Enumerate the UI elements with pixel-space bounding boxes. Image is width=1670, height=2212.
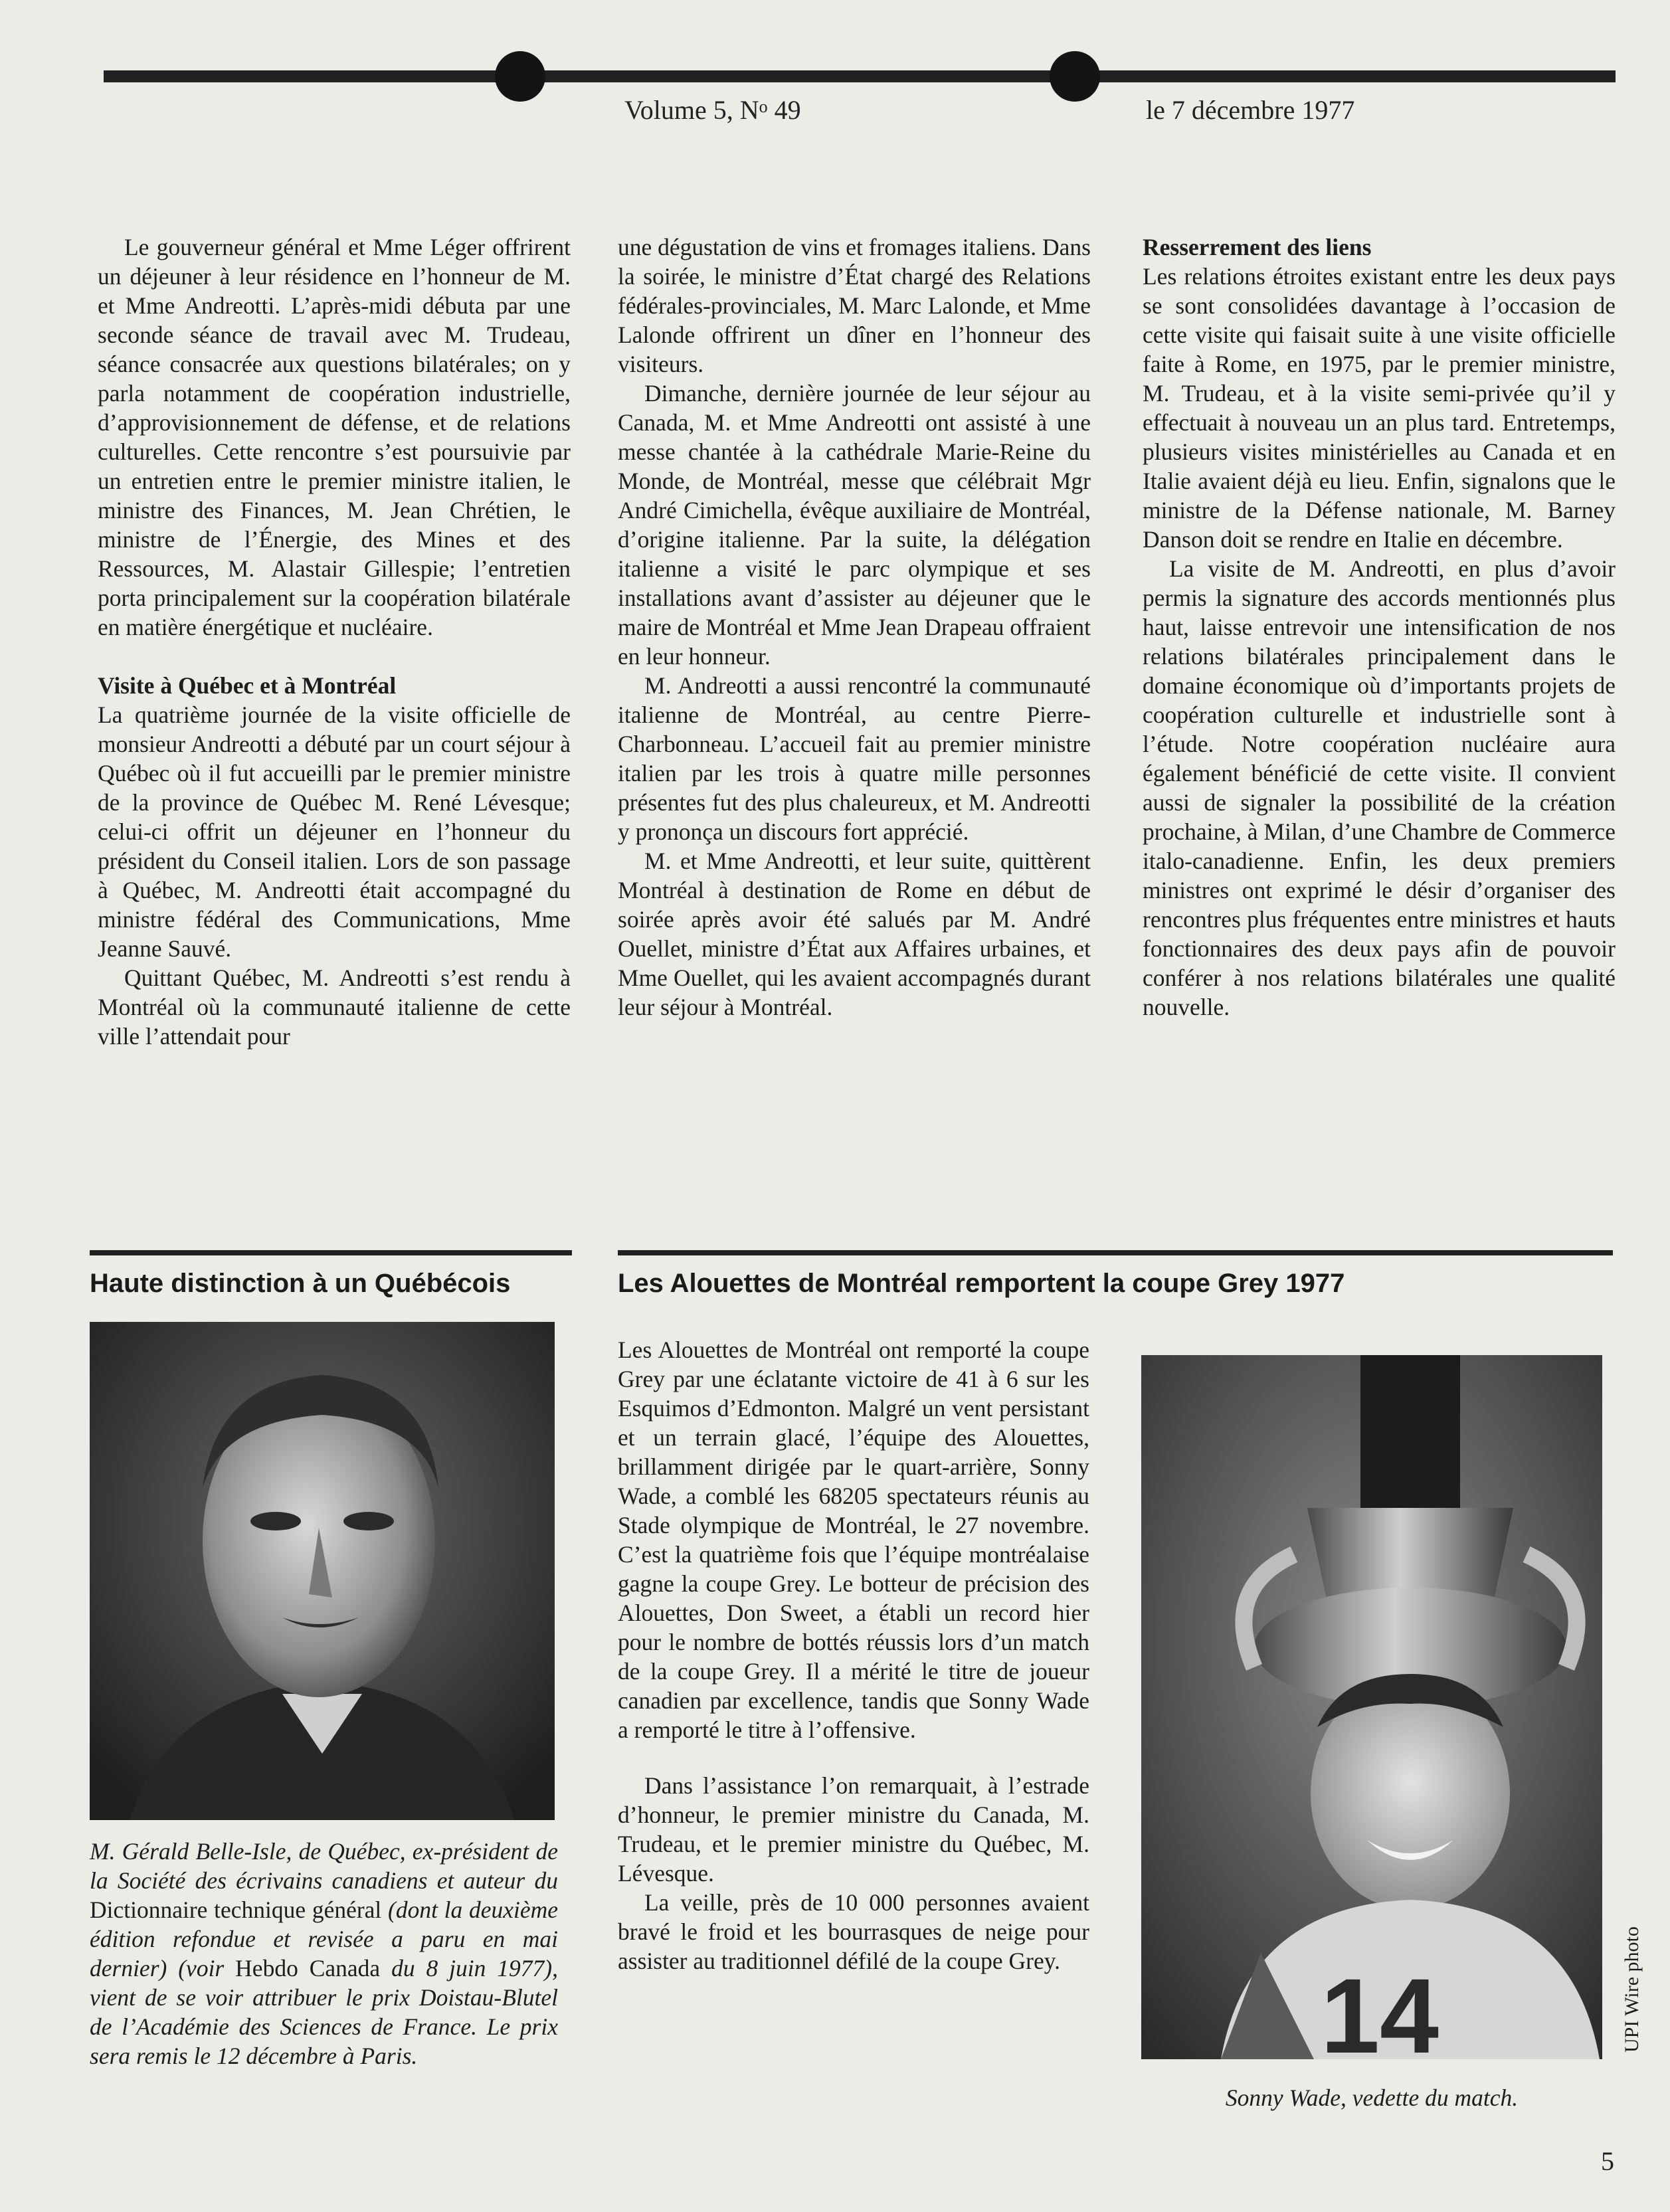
paragraph: une dégustation de vins et fromages italiens. Dans la soirée, le ministre d’État chargé des Relations fédérales-provinciales, M. Marc Lalonde, et Mme Lalonde offrirent un dîner en l’honneur des visiteurs. (618, 234, 1091, 377)
issue-date: le 7 décembre 1977 (1146, 95, 1355, 125)
page-number: 5 (1601, 2146, 1614, 2176)
header-rule (104, 70, 1616, 82)
section-rule-right (618, 1250, 1613, 1255)
paragraph: Les relations étroites existant entre les deux pays se sont consolidées davantage à l’occasion de cette visite qui faisait suite à une visite officielle faite à Rome, en 1975, par le premier ministre, M. Trudeau, et à la visite semi-privée qu’il y effectuait à nouveau un an plus tard. Entretemps, plusieurs visites ministérielles au Canada et en Italie avaient déjà eu lieu. Enfin, signalons que le ministre de la Défense nationale, M. Barney Danson doit se rendre en Italie en décembre. (1143, 263, 1616, 553)
paragraph: Dans l’assistance l’on remarquait, à l’estrade d’honneur, le premier ministre du Canada, M. Trudeau, et le premier ministre du Québec, M. Lévesque. (618, 1772, 1089, 1887)
portrait-photo (90, 1322, 555, 1820)
header-dot-right (1050, 51, 1100, 102)
sonny-wade-caption: Sonny Wade, vedette du match. (1225, 2084, 1519, 2111)
paragraph: La veille, près de 10 000 personnes avaient bravé le froid et les bourrasques de neige pour assister au traditionnel défilé de la coupe Grey. (618, 1889, 1089, 1974)
article-alouettes (618, 1335, 1089, 1976)
article-column-3 (1143, 232, 1616, 1022)
paragraph: Les Alouettes de Montréal ont remporté la coupe Grey par une éclatante victoire de 41 à 6 sur les Esquimos d’Edmonton. Malgré un vent persistant et un terrain glacé, l’équipe des Alouettes, brillamment dirigée par le quart-arrière, Sonny Wade, a comblé les 68205 spectateurs réunis au Stade olympique de Montréal, le 27 novembre. C’est la quatrième fois que l’équipe montréalaise gagne la coupe Grey. Le botteur de précision des Alouettes, Don Sweet, a établi un record hier pour le nombre de bottés réussis lors d’un match de la coupe Grey. Il a mérité le titre de joueur canadien par excellence, tandis que Sonny Wade a remporté le titre à l’offensive. (618, 1336, 1089, 1743)
paragraph: La quatrième journée de la visite officielle de monsieur Andreotti a débuté par un court séjour à Québec où il fut accueilli par le premier ministre de la province de Québec M. René Lévesque; celui-ci offrit un déjeuner en l’honneur du président du Conseil italien. Lors de son passage à Québec, M. Andreotti était accompagné du ministre fédéral des Communications, Mme Jeanne Sauvé. (98, 701, 571, 962)
paragraph: M. Andreotti a aussi rencontré la communauté italienne de Montréal, au centre Pierre-Charbonneau. L’accueil fait au premier ministre italien par les trois à quatre mille personnes présentes fut des plus chaleureux, et M. Andreotti y prononça un discours fort apprécié. (618, 672, 1091, 845)
issue-volume: Volume 5, $N^o$ 49 (624, 95, 801, 125)
header-dot-left (495, 51, 545, 102)
section-rule-left (90, 1250, 572, 1255)
section-title-alouettes: Les Alouettes de Montréal remportent la coupe Grey 1977 (618, 1269, 1345, 1298)
paragraph: Dimanche, dernière journée de leur séjour au Canada, M. et Mme Andreotti ont assisté à une messe chantée à la cathédrale Marie-Reine du Monde, de Montréal, messe que célébrait Mgr André Cimichella, évêque auxiliaire de Montréal, d’origine italienne. Par la suite, la délégation italienne a visité le parc olympique et ses installations avant d’assister au déjeuner que le maire de Montréal et Mme Jean Drapeau offraient en leur honneur. (618, 380, 1091, 670)
photo-credit: UPI Wire photo (1621, 1926, 1643, 2053)
article-column-1 (98, 232, 571, 1051)
portrait-image (90, 1322, 555, 1820)
subheading: Resserrement des liens (1143, 234, 1372, 260)
paragraph: Le gouverneur général et Mme Léger offrirent un déjeuner à leur résidence en l’honneur de M. et Mme Andreotti. L’après-midi débuta par une seconde séance de travail avec M. Trudeau, séance consacrée aux questions bilatérales; on y parla notamment de coopération industrielle, d’approvisionnement de défense, et de relations culturelles. Cette rencontre s’est poursuivie par un entretien entre le premier ministre italien, le ministre des Finances, M. Jean Chrétien, le ministre de l’Énergie, des Mines et des Ressources, M. Alastair Gillespie; l’entretien porta principalement sur la coopération bilatérale en matière énergétique et nucléaire. (98, 234, 571, 640)
portrait-caption: M. Gérald Belle-Isle, de Québec, ex-président de la Société des écrivains canadiens et auteur du Dictionnaire technique général (dont la deuxième édition refondue et revisée a paru en mai dernier) (voir Hebdo Canada du 8 juin 1977), vient de se voir attribuer le prix Doistau-Blutel de l’Académie des Sciences de France. Le prix sera remis le 12 décembre à Paris. (90, 1838, 559, 2069)
sonny-wade-image (1141, 1355, 1602, 2059)
subheading: Visite à Québec et à Montréal (98, 672, 397, 699)
article-column-2 (618, 232, 1091, 1022)
jersey-number: 14 (1321, 1956, 1439, 2059)
sonny-wade-photo (1141, 1355, 1602, 2059)
paragraph: La visite de M. Andreotti, en plus d’avoir permis la signature des accords mentionnés plus haut, laisse entrevoir une intensification de nos relations bilatérales principalement dans le domaine économique où d’importants projets de coopération culturelle et industrielle sont à l’étude. Notre coopération nucléaire aura également bénéficié de cette visite. Il convient aussi de signaler la possibilité de la création prochaine, à Milan, d’une Chambre de Commerce italo-canadienne. Enfin, les deux premiers ministres ont exprimé le désir d’organiser des rencontres plus fréquentes entre ministres et hauts fonctionnaires des deux pays afin de pouvoir conférer à nos relations bilatérales une qualité nouvelle. (1143, 555, 1616, 1020)
paragraph: M. et Mme Andreotti, et leur suite, quittèrent Montréal à destination de Rome en début de soirée après avoir été salués par M. André Ouellet, ministre d’État aux Affaires urbaines, et Mme Ouellet, qui les avaient accompagnés durant leur séjour à Montréal. (618, 848, 1091, 1020)
paragraph: Quittant Québec, M. Andreotti s’est rendu à Montréal où la communauté italienne de cette ville l’attendait pour (98, 965, 571, 1050)
section-title-distinction: Haute distinction à un Québécois (90, 1269, 511, 1298)
